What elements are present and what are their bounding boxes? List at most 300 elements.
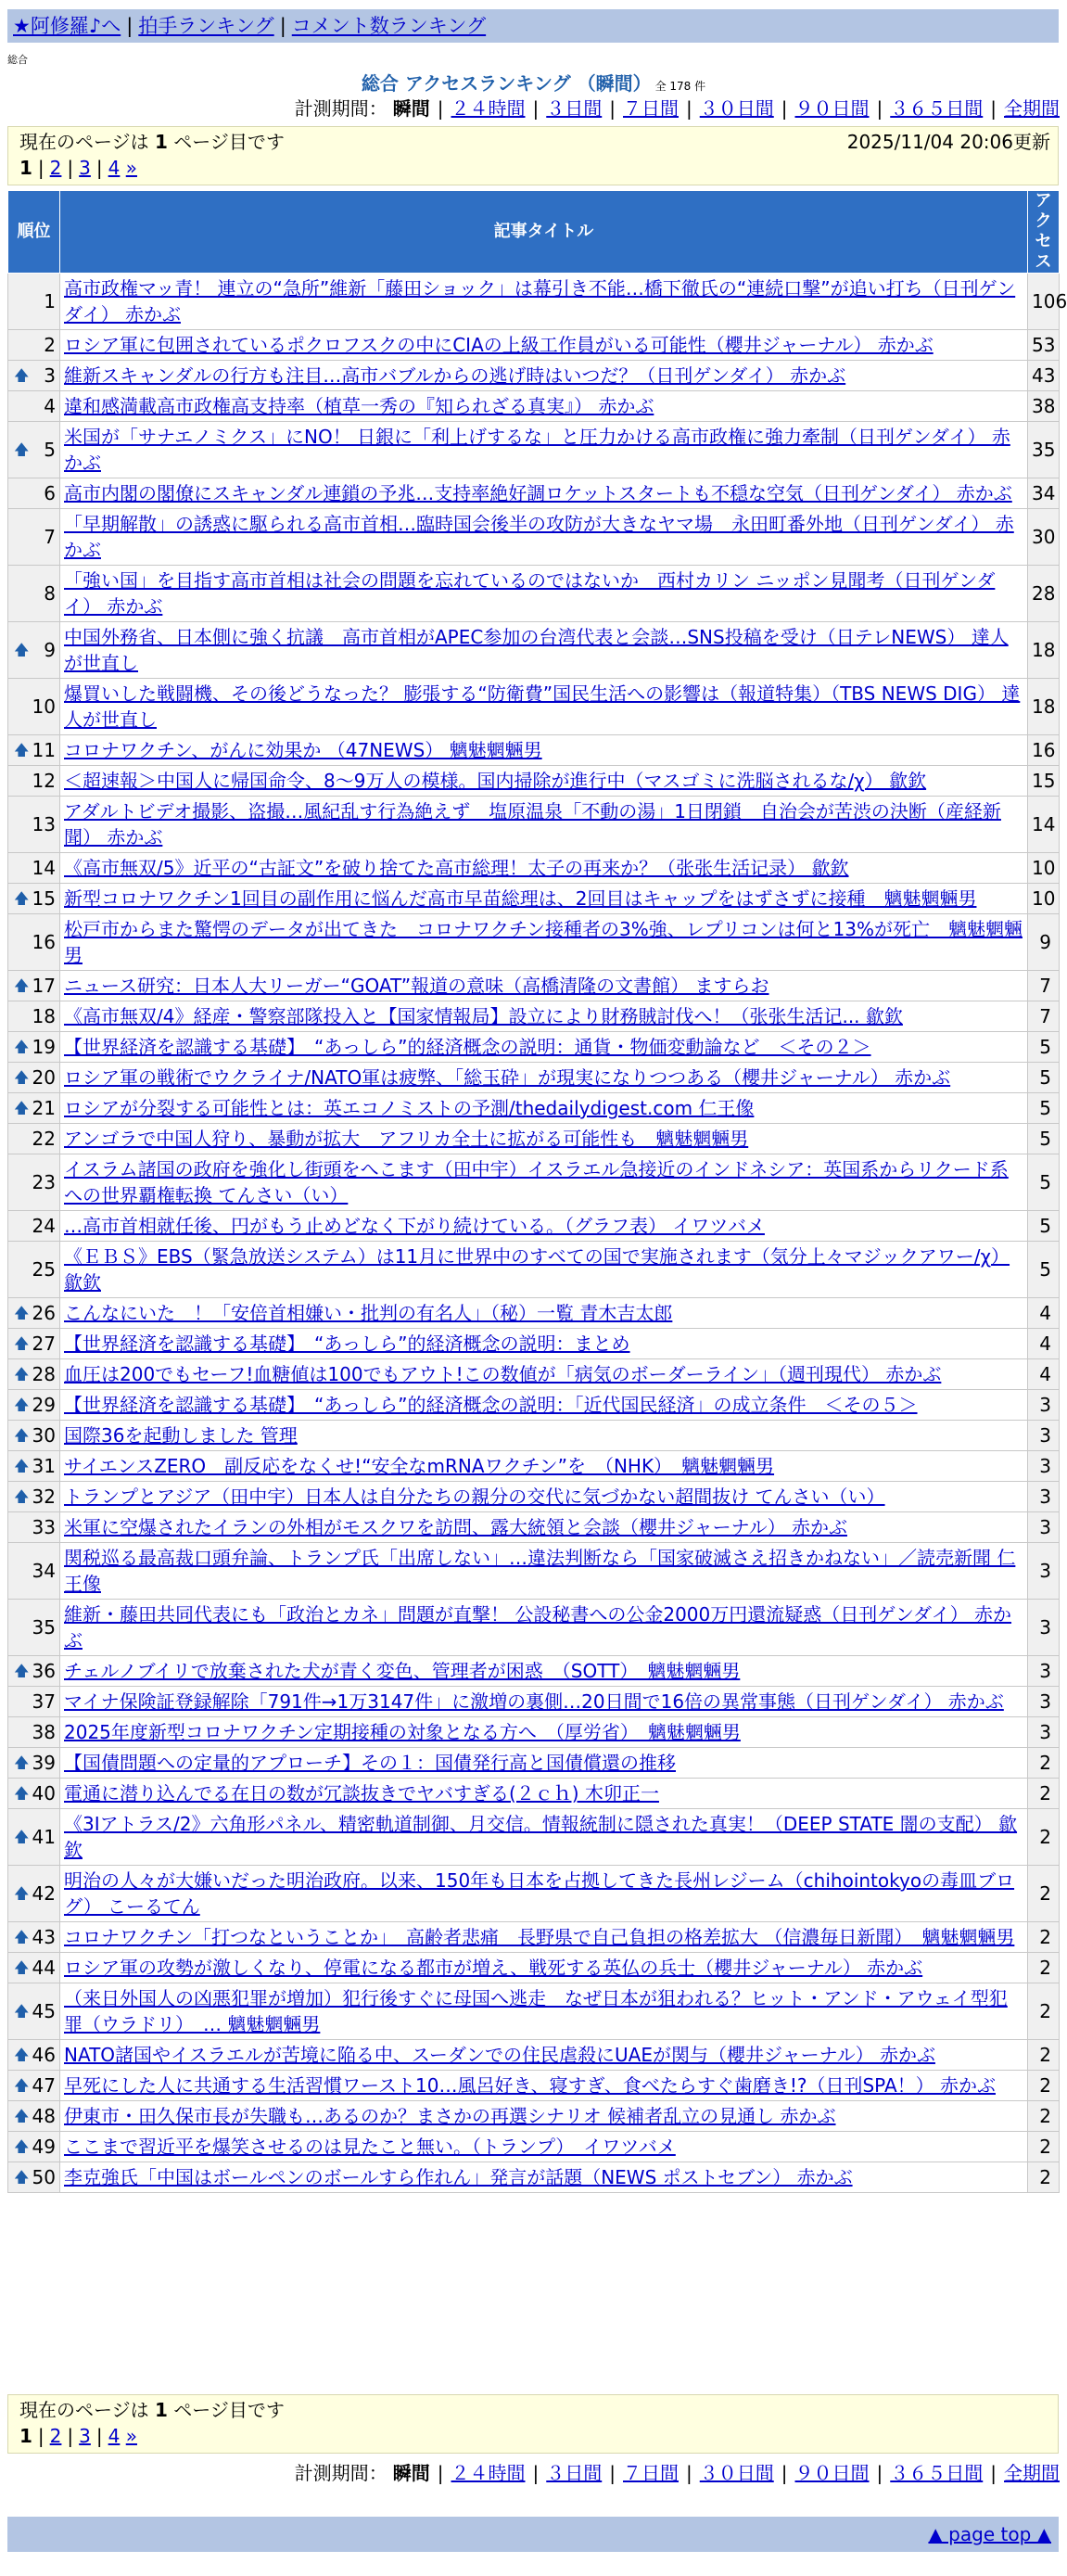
page-title-block [0, 71, 1067, 98]
rank-up-arrow-icon: 🡅 [14, 2046, 30, 2063]
title-cell [60, 1543, 1028, 1600]
rank-number: 12 [32, 770, 56, 792]
article-title-link[interactable]: 新型コロナワクチン1回目の副作用に悩んだ高市早苗総理は、2回目はキャップをはずさずに接種 魑魅魍魎男 [64, 887, 977, 910]
title-cell [60, 1093, 1028, 1124]
article-title-link[interactable]: 米国が「サナエノミクス」にNO！ 日銀に「利上げするな」と圧力かける高市政権に強力牽制（日刊ゲンダイ） 赤かぶ [64, 426, 1010, 474]
title-cell [60, 274, 1028, 330]
article-title-link[interactable]: 2025年度新型コロナワクチン定期接種の対象となる方へ （厚労省） 魑魅魍魎男 [64, 1721, 741, 1743]
rank-cell [8, 2132, 60, 2162]
rank-cell [8, 1717, 60, 1748]
article-title-link[interactable]: 【世界経済を認識する基礎】 “あっしら”的経済概念の説明：「近代国民経済」の成立条件 ＜その５＞ [64, 1394, 918, 1416]
article-title-link[interactable]: 「早期解散」の誘惑に駆られる高市首相…臨時国会後半の攻防が大きなヤマ場 永田町番外地（日刊ゲンダイ） 赤かぶ [64, 513, 1014, 561]
access-count: 2 [1028, 1922, 1060, 1953]
footer-bar [7, 2517, 1059, 2552]
rank-cell [8, 914, 60, 971]
rank-cell [8, 1298, 60, 1329]
table-row [8, 766, 1060, 797]
rank-cell [8, 274, 60, 330]
rank-cell [8, 1687, 60, 1717]
article-title-link[interactable]: 松戸市からまた驚愕のデータが出てきた コロナワクチン接種者の3%強、レプリコンは何と13%が死亡 魑魅魍魎男 [64, 918, 1023, 966]
table-row [8, 391, 1060, 422]
article-title-link[interactable]: マイナ保険証登録解除「791件→1万3147件」に激増の裏側…20日間で16倍の異常事態（日刊ゲンダイ） 赤かぶ [64, 1690, 1004, 1713]
article-title-link[interactable]: コロナワクチン、がんに効果か （47NEWS） 魑魅魍魎男 [64, 739, 542, 761]
article-title-link[interactable]: 《高市無双/5》近平の“古証文”を破り捨てた高市総理！太子の再来か？（张张生活记录） 歙欽 [64, 857, 849, 879]
title-cell [60, 1953, 1028, 1983]
access-count: 3 [1028, 1421, 1060, 1451]
article-title-link[interactable]: 維新スキャンダルの行方も注目…高市バブルからの逃げ時はいつだ？（日刊ゲンダイ） 赤かぶ [64, 364, 846, 387]
period-separator: | [532, 97, 540, 120]
rank-up-arrow-icon: 🡅 [14, 2168, 30, 2186]
table-row [8, 1600, 1060, 1656]
access-count: 30 [1028, 509, 1060, 566]
rank-cell [8, 2071, 60, 2101]
access-count: 3 [1028, 1512, 1060, 1543]
rank-number: 14 [32, 857, 56, 879]
period-separator: | [781, 2462, 788, 2484]
table-row [8, 1866, 1060, 1922]
period-separator: | [437, 2462, 444, 2484]
table-row [8, 1953, 1060, 1983]
period-separator: | [686, 97, 692, 120]
pager-separator: | [67, 2425, 74, 2447]
article-title-link[interactable]: コロナワクチン「打つなということか」 高齢者悲痛 長野県で自己負担の格差拡大 （信濃毎日新聞） 魑魅魍魎男 [64, 1926, 1015, 1948]
title-cell [60, 1124, 1028, 1154]
title-cell [60, 361, 1028, 391]
rank-cell [8, 1600, 60, 1656]
rank-number: 31 [32, 1455, 56, 1477]
table-row [8, 1656, 1060, 1687]
article-title-link[interactable]: 米軍に空爆されたイランの外相がモスクワを訪問、露大統領と会談（櫻井ジャーナル） 赤かぶ [64, 1516, 847, 1538]
access-count: 5 [1028, 1154, 1060, 1211]
article-title-link[interactable]: ロシア軍の戦術でウクライナ/NATO軍は疲弊、「総玉砕」が現実になりつつある（櫻井ジャーナル） 赤かぶ [64, 1066, 951, 1089]
article-title-link[interactable]: 伊東市・田久保市長が失職も…あるのか？まさかの再選シナリオ 候補者乱立の見通し 赤かぶ [64, 2105, 836, 2127]
page-title: 総合 アクセスランキング （瞬間） [361, 72, 652, 95]
table-row [8, 914, 1060, 971]
article-title-link[interactable]: アダルトビデオ撮影、盗撮…風紀乱す行為絶えず 塩原温泉「不動の湯」1日閉鎖 自治会が苦渋の決断（産経新聞） 赤かぶ [64, 800, 1001, 848]
table-row [8, 361, 1060, 391]
ranking-table [7, 190, 1067, 2193]
table-row [8, 884, 1060, 914]
article-title-link[interactable]: （来日外国人の凶悪犯罪が増加）犯行後すぐに母国へ逃走 なぜ日本が狙われる？ヒット・アンド・アウェイ型犯罪（ウラドリ） … 魑魅魍魎男 [64, 1987, 1008, 2035]
pager-suffix: ページ目です [167, 2399, 285, 2421]
access-count: 2 [1028, 2071, 1060, 2101]
rank-number: 15 [32, 887, 56, 910]
article-title-link[interactable]: 【世界経済を認識する基礎】 “あっしら”的経済概念の説明：通貨・物価変動論など ＜その２＞ [64, 1036, 871, 1058]
rank-number: 49 [32, 2136, 56, 2158]
rank-cell [8, 1748, 60, 1779]
access-count: 28 [1028, 566, 1060, 622]
article-title-link[interactable]: ロシアが分裂する可能性とは：英エコノミストの予測/thedailydigest.com 仁王像 [64, 1097, 755, 1119]
title-cell [60, 884, 1028, 914]
pager-top [7, 126, 1059, 185]
title-cell [60, 1656, 1028, 1687]
pager-page-current: 1 [19, 157, 32, 179]
title-cell [60, 422, 1028, 478]
rank-number: 7 [44, 526, 56, 548]
rank-up-arrow-icon: 🡅 [14, 2137, 30, 2155]
rank-cell [8, 1154, 60, 1211]
title-cell [60, 566, 1028, 622]
rank-number: 26 [32, 1302, 56, 1324]
period-link[interactable]: 全期間 [1004, 2462, 1060, 2484]
access-count: 43 [1028, 361, 1060, 391]
access-count: 3 [1028, 1717, 1060, 1748]
rank-up-arrow-icon: 🡅 [14, 2076, 30, 2094]
rank-number: 42 [32, 1882, 56, 1905]
period-link[interactable]: ３６５日間 [890, 97, 984, 120]
table-header-row [8, 191, 1060, 274]
pager-page-link[interactable]: 4 [108, 157, 121, 179]
table-row [8, 2040, 1060, 2071]
rank-cell [8, 1512, 60, 1543]
article-title-link[interactable]: 維新・藤田共同代表にも「政治とカネ」問題が直撃！ 公設秘書への公金2000万円還流疑惑（日刊ゲンダイ） 赤かぶ [64, 1603, 1012, 1651]
title-cell [60, 509, 1028, 566]
table-row [8, 1451, 1060, 1482]
pager-separator: | [95, 2425, 103, 2447]
rank-number: 30 [32, 1424, 56, 1447]
rank-up-arrow-icon: 🡅 [14, 1099, 30, 1116]
rank-number: 21 [32, 1097, 56, 1119]
rank-cell [8, 509, 60, 566]
access-count: 38 [1028, 391, 1060, 422]
rank-number: 50 [32, 2166, 56, 2188]
article-title-link[interactable]: 高市政権マッ青！ 連立の“急所”維新「藤田ショック」は幕引き不能…橋下徹氏の“連続口撃”が追い打ち（日刊ゲンダイ） 赤かぶ [64, 277, 1016, 325]
period-link[interactable]: ７日間 [623, 2462, 679, 2484]
access-count: 2 [1028, 1866, 1060, 1922]
rank-cell [8, 1953, 60, 1983]
period-separator: | [609, 97, 616, 120]
rank-up-arrow-icon: 🡅 [14, 1396, 30, 1413]
title-cell [60, 1600, 1028, 1656]
table-row [8, 509, 1060, 566]
pager-next-link[interactable]: » [125, 157, 137, 179]
title-cell [60, 1359, 1028, 1390]
rank-up-arrow-icon: 🡅 [14, 1334, 30, 1352]
article-title-link[interactable]: 違和感満載高市政権高支持率（植草一秀の『知られざる真実』） 赤かぶ [64, 395, 654, 417]
title-cell [60, 914, 1028, 971]
rank-up-arrow-icon: 🡅 [14, 1038, 30, 1055]
article-title-link[interactable]: 関税巡る最高裁口頭弁論、トランプ氏「出席しない」…違法判断なら「国家破滅さえ招きかねない」／読売新聞 仁王像 [64, 1547, 1016, 1595]
rank-up-arrow-icon: 🡅 [14, 440, 30, 458]
pager-separator: | [67, 157, 74, 179]
access-count: 3 [1028, 1600, 1060, 1656]
title-cell [60, 679, 1028, 735]
title-cell [60, 1390, 1028, 1421]
rank-cell [8, 1001, 60, 1032]
table-row [8, 1211, 1060, 1242]
title-cell [60, 1866, 1028, 1922]
table-row [8, 1093, 1060, 1124]
rank-cell [8, 1124, 60, 1154]
period-separator: | [876, 2462, 883, 2484]
rank-cell [8, 971, 60, 1001]
rank-cell [8, 797, 60, 853]
pager-page-link[interactable]: 4 [108, 2425, 121, 2447]
access-count: 10 [1028, 853, 1060, 884]
article-title-link[interactable]: 李克強氏「中国はボールペンのボールすら作れん」発言が話題（NEWS ポストセブン） 赤かぶ [64, 2166, 853, 2188]
col-rank-header: 順位 [8, 191, 60, 274]
rank-up-arrow-icon: 🡅 [14, 1884, 30, 1902]
rank-cell [8, 1809, 60, 1866]
rank-cell [8, 1211, 60, 1242]
period-link[interactable]: ３０日間 [699, 2462, 774, 2484]
access-count: 5 [1028, 1032, 1060, 1063]
period-separator: | [990, 97, 997, 120]
article-title-link[interactable]: イスラム諸国の政府を強化し街頭をへこます（田中宇）イスラエル急接近のインドネシア：英国系からリクード系への世界覇権転換 てんさい（い） [64, 1158, 1009, 1206]
rank-number: 9 [44, 639, 56, 661]
period-link[interactable]: ２４時間 [451, 97, 526, 120]
rank-number: 44 [32, 1957, 56, 1979]
rank-up-arrow-icon: 🡅 [14, 741, 30, 759]
rank-up-arrow-icon: 🡅 [14, 1662, 30, 1679]
nav-separator: | [279, 15, 286, 37]
access-count: 2 [1028, 1983, 1060, 2040]
rank-up-arrow-icon: 🡅 [14, 641, 30, 658]
pager-current-num: 1 [154, 131, 168, 153]
access-count: 18 [1028, 622, 1060, 679]
rank-cell [8, 1779, 60, 1809]
updated-timestamp: 2025/11/04 20:06更新 [846, 131, 1050, 153]
period-current: 瞬間 [392, 2462, 430, 2484]
rank-up-arrow-icon: 🡅 [14, 1365, 30, 1383]
table-row [8, 1717, 1060, 1748]
rank-cell [8, 1543, 60, 1600]
rank-cell [8, 679, 60, 735]
article-title-link[interactable]: トランプとアジア（田中宇）日本人は自分たちの親分の交代に気づかない超間抜け てんさい（い） [64, 1486, 885, 1508]
table-row [8, 2071, 1060, 2101]
rank-number: 23 [32, 1171, 56, 1193]
period-link[interactable]: ２４時間 [451, 2462, 526, 2484]
pager-page-link[interactable]: 2 [49, 157, 62, 179]
rank-up-arrow-icon: 🡅 [14, 2002, 30, 2020]
period-selector-top [295, 96, 1060, 121]
pager-prefix: 現在のページは [19, 131, 155, 153]
rank-number: 22 [32, 1128, 56, 1150]
pager-next-link[interactable]: » [125, 2425, 137, 2447]
period-separator: | [876, 97, 883, 120]
rank-number: 35 [32, 1616, 56, 1639]
rank-cell [8, 478, 60, 509]
access-count: 34 [1028, 478, 1060, 509]
period-selector-bottom [295, 2461, 1060, 2485]
rank-cell [8, 2101, 60, 2132]
home-link[interactable]: ★阿修羅♪へ [13, 15, 121, 37]
table-row [8, 1390, 1060, 1421]
table-row [8, 1154, 1060, 1211]
clap-ranking-link[interactable]: 拍手ランキング [138, 15, 274, 37]
title-cell [60, 1063, 1028, 1093]
title-cell [60, 478, 1028, 509]
title-cell [60, 1779, 1028, 1809]
title-cell [60, 1717, 1028, 1748]
article-title-link[interactable]: 電通に潜り込んでる在日の数が冗談抜きでヤバすぎる(２ｃｈ) 木卯正一 [64, 1782, 659, 1804]
article-title-link[interactable]: ニュース研究：日本人大リーガー“GOAT”報道の意味（高橋清隆の文書館） ますらお [64, 975, 769, 997]
period-link[interactable]: ３０日間 [699, 97, 774, 120]
title-cell [60, 330, 1028, 361]
access-count: 5 [1028, 1063, 1060, 1093]
article-title-link[interactable]: 高市内閣の閣僚にスキャンダル連鎖の予兆…支持率絶好調ロケットスタートも不穏な空気（日刊ゲンダイ） 赤かぶ [64, 482, 1012, 504]
article-title-link[interactable]: 爆買いした戦闘機、その後どうなった？ 膨張する“防衛費”国民生活への影響は（報道特集）（TBS NEWS DIG） 達人が世直し [64, 682, 1021, 731]
comment-ranking-link[interactable]: コメント数ランキング [291, 15, 487, 37]
access-count: 7 [1028, 971, 1060, 1001]
period-separator: | [990, 2462, 997, 2484]
title-cell [60, 1421, 1028, 1451]
article-title-link[interactable]: …高市首相就任後、円がもう止めどなく下がり続けている。（グラフ表） イワツバメ [64, 1215, 765, 1237]
rank-number: 27 [32, 1333, 56, 1355]
article-title-link[interactable]: サイエンスZERO 副反応をなくせ!“安全なmRNAワクチン”を （NHK） 魑魅魍魎男 [64, 1455, 775, 1477]
article-title-link[interactable]: ロシア軍の攻勢が激しくなり、停電になる都市が増え、戦死する英仏の兵士（櫻井ジャーナル） 赤かぶ [64, 1957, 923, 1979]
access-count: 2 [1028, 1953, 1060, 1983]
article-title-link[interactable]: 《3Iアトラス/2》六角形パネル、精密軌道制御、月交信。情報統制に隠された真実！（DEEP STATE 闇の支配） 歙欽 [64, 1813, 1018, 1861]
access-count: 16 [1028, 735, 1060, 766]
period-link[interactable]: ９０日間 [794, 2462, 870, 2484]
table-row [8, 478, 1060, 509]
title-cell [60, 2101, 1028, 2132]
rank-number: 28 [32, 1363, 56, 1385]
article-title-link[interactable]: ここまで習近平を爆笑させるのは見たこと無い。（トランプ） イワツバメ [64, 2136, 676, 2158]
rank-cell [8, 853, 60, 884]
rank-number: 47 [32, 2074, 56, 2097]
rank-number: 19 [32, 1036, 56, 1058]
article-title-link[interactable]: 【世界経済を認識する基礎】 “あっしら”的経済概念の説明：まとめ [64, 1333, 630, 1355]
article-title-link[interactable]: ＜超速報＞中国人に帰国命令、8～9万人の模様。国内掃除が進行中（マスゴミに洗脳されるな/χ） 歙欽 [64, 770, 927, 792]
rank-cell [8, 391, 60, 422]
access-count: 2 [1028, 1809, 1060, 1866]
title-cell [60, 853, 1028, 884]
table-row [8, 735, 1060, 766]
period-link[interactable]: ３６５日間 [890, 2462, 984, 2484]
title-cell [60, 797, 1028, 853]
access-count: 2 [1028, 1748, 1060, 1779]
article-title-link[interactable]: 早死にした人に共通する生活習慣ワースト10…風呂好き、寝すぎ、食べたらすぐ歯磨き!?（日刊SPA！） 赤かぶ [64, 2074, 996, 2097]
access-count: 2 [1028, 2040, 1060, 2071]
pager-bottom [7, 2394, 1059, 2454]
access-count: 3 [1028, 1390, 1060, 1421]
access-count: 106 [1028, 274, 1060, 330]
rank-number: 11 [32, 739, 56, 761]
title-cell [60, 1482, 1028, 1512]
access-count: 3 [1028, 1451, 1060, 1482]
article-title-link[interactable]: 血圧は200でもセーフ!血糖値は100でもアウト!この数値が「病気のボーダーライン」（週刊現代） 赤かぶ [64, 1363, 942, 1385]
table-row [8, 1242, 1060, 1298]
title-cell [60, 1748, 1028, 1779]
rank-number: 33 [32, 1516, 56, 1538]
table-row [8, 1032, 1060, 1063]
top-nav-bar [7, 9, 1059, 43]
article-title-link[interactable]: 《ＥＢＳ》EBS（緊急放送システム）は11月に世界中のすべての国で実施されます（気分上々マジックアワー/χ） 歙欽 [64, 1245, 1010, 1294]
title-cell [60, 2162, 1028, 2193]
access-count: 10 [1028, 884, 1060, 914]
title-cell [60, 1809, 1028, 1866]
table-row [8, 971, 1060, 1001]
pager-separator: | [37, 2425, 44, 2447]
rank-number: 48 [32, 2105, 56, 2127]
rank-number: 43 [32, 1926, 56, 1948]
table-row [8, 1063, 1060, 1093]
article-title-link[interactable]: こんなにいた ！「安倍首相嫌い・批判の有名人」（秘）一覧 青木吉太郎 [64, 1302, 673, 1324]
article-title-link[interactable]: 【国債問題への定量的アプローチ】その１：国債発行高と国債償還の推移 [64, 1752, 676, 1774]
title-cell [60, 1242, 1028, 1298]
pager-page-link[interactable]: 2 [49, 2425, 62, 2447]
table-row [8, 1329, 1060, 1359]
rank-up-arrow-icon: 🡅 [14, 1828, 30, 1845]
rank-up-arrow-icon: 🡅 [14, 976, 30, 994]
rank-number: 24 [32, 1215, 56, 1237]
table-row [8, 2132, 1060, 2162]
rank-up-arrow-icon: 🡅 [14, 1928, 30, 1945]
rank-cell [8, 1983, 60, 2040]
rank-number: 34 [32, 1560, 56, 1582]
rank-up-arrow-icon: 🡅 [14, 1068, 30, 1086]
rank-up-arrow-icon: 🡅 [14, 889, 30, 907]
article-title-link[interactable]: NATO諸国やイスラエルが苦境に陥る中、スーダンでの住民虐殺にUAEが関与（櫻井ジャーナル） 赤かぶ [64, 2044, 935, 2066]
breadcrumb: 総合 [7, 54, 28, 66]
article-title-link[interactable]: 《高市無双/4》経産・警察部隊投入と【国家情報局】設立により財務賊討伐へ！（张张生活记... 歙欽 [64, 1005, 903, 1027]
title-cell [60, 2132, 1028, 2162]
rank-number: 20 [32, 1066, 56, 1089]
title-cell [60, 1922, 1028, 1953]
pager-page-link[interactable]: 3 [79, 2425, 91, 2447]
access-count: 2 [1028, 2162, 1060, 2193]
pager-page-link[interactable]: 3 [79, 157, 91, 179]
rank-cell [8, 766, 60, 797]
period-link[interactable]: ９０日間 [794, 97, 870, 120]
article-title-link[interactable]: 国際36を起動しました 管理 [64, 1424, 298, 1447]
access-count: 4 [1028, 1298, 1060, 1329]
rank-cell [8, 884, 60, 914]
page-top-link[interactable]: ▲ page top ▲ [928, 2523, 1051, 2545]
period-link[interactable]: ７日間 [623, 97, 679, 120]
table-row [8, 679, 1060, 735]
rank-up-arrow-icon: 🡅 [14, 1304, 30, 1321]
pager-separator: | [37, 157, 44, 179]
article-title-link[interactable]: アンゴラで中国人狩り、暴動が拡大 アフリカ全土に拡がる可能性も 魑魅魍魎男 [64, 1128, 749, 1150]
table-row [8, 1809, 1060, 1866]
access-count: 2 [1028, 1779, 1060, 1809]
access-count: 4 [1028, 1329, 1060, 1359]
title-cell [60, 391, 1028, 422]
access-count: 4 [1028, 1359, 1060, 1390]
rank-cell [8, 1242, 60, 1298]
title-cell [60, 1032, 1028, 1063]
article-title-link[interactable]: 「強い国」を目指す高市首相は社会の問題を忘れているのではないか 西村カリン ニッポン見聞考（日刊ゲンダイ） 赤かぶ [64, 569, 996, 618]
period-link[interactable]: 全期間 [1004, 97, 1060, 120]
rank-number: 37 [32, 1690, 56, 1713]
table-row [8, 1748, 1060, 1779]
table-row [8, 1124, 1060, 1154]
rank-cell [8, 1922, 60, 1953]
period-link[interactable]: ３日間 [546, 97, 603, 120]
rank-number: 29 [32, 1394, 56, 1416]
table-row [8, 1001, 1060, 1032]
pager-status [19, 2397, 1047, 2423]
rank-up-arrow-icon: 🡅 [14, 1784, 30, 1802]
access-count: 3 [1028, 1543, 1060, 1600]
table-row [8, 1512, 1060, 1543]
article-title-link[interactable]: チェルノブイリで放棄された犬が青く変色、管理者が困惑 （SOTT） 魑魅魍魎男 [64, 1660, 741, 1682]
table-row [8, 422, 1060, 478]
article-title-link[interactable]: 明治の人々が大嫌いだった明治政府。以来、150年も日本を占拠してきた長州レジーム（chihointokyoの毒皿ブログ） こーるてん [64, 1869, 1015, 1918]
table-row [8, 1983, 1060, 2040]
rank-cell [8, 735, 60, 766]
article-title-link[interactable]: ロシア軍に包囲されているポクロフスクの中にCIAの上級工作員がいる可能性（櫻井ジャーナル） 赤かぶ [64, 334, 934, 356]
table-row [8, 1687, 1060, 1717]
title-cell [60, 1329, 1028, 1359]
table-row [8, 330, 1060, 361]
period-link[interactable]: ３日間 [546, 2462, 603, 2484]
rank-up-arrow-icon: 🡅 [14, 1753, 30, 1771]
article-title-link[interactable]: 中国外務省、日本側に強く抗議 高市首相がAPEC参加の台湾代表と会談…SNS投稿を受け（日テレNEWS） 達人が世直し [64, 626, 1009, 674]
